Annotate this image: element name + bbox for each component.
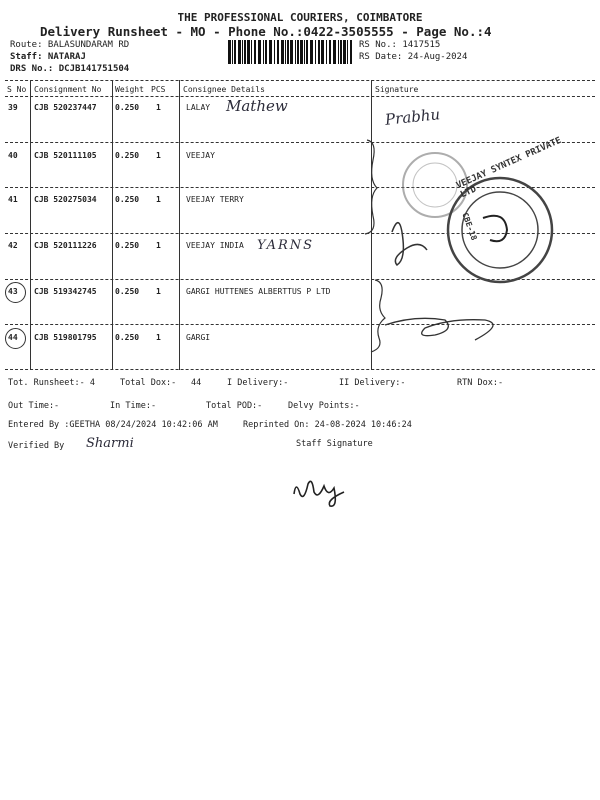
stamp-inner-text: CBE-18 bbox=[460, 211, 479, 242]
row-weight: 0.250 bbox=[115, 333, 140, 342]
barcode-bar bbox=[269, 40, 272, 64]
row-sno: 43 bbox=[8, 287, 18, 296]
col-header-sno: S No bbox=[7, 85, 27, 94]
row-sno: 40 bbox=[8, 151, 18, 160]
col-header-weight: Weight bbox=[115, 85, 144, 94]
row-consignment: CJB 520111226 bbox=[34, 241, 97, 250]
col-divider bbox=[179, 80, 180, 370]
header-bottom-rule bbox=[5, 96, 595, 97]
col-header-consignee: Consignee Details bbox=[183, 85, 265, 94]
barcode-bar bbox=[254, 40, 256, 64]
signature-stamp-area bbox=[355, 130, 600, 370]
barcode-bar bbox=[281, 40, 284, 64]
drs-number: DRS No.: DCJB141751504 bbox=[10, 64, 130, 74]
company-name: THE PROFESSIONAL COURIERS, COIMBATORE bbox=[177, 11, 423, 24]
barcode-bar bbox=[343, 40, 346, 64]
row-pcs: 1 bbox=[156, 333, 161, 342]
row-consignment: CJB 520275034 bbox=[34, 195, 97, 204]
handwritten-note: YARNS bbox=[257, 238, 315, 253]
barcode-bar bbox=[350, 40, 352, 64]
row-consignment: CJB 519801795 bbox=[34, 333, 97, 342]
staff-label: Staff: NATARAJ bbox=[10, 52, 86, 62]
delvy-points: Delvy Points:- bbox=[288, 401, 360, 411]
barcode-bar bbox=[326, 40, 327, 64]
row-consignment: CJB 520237447 bbox=[34, 103, 97, 112]
row-consignee: GARGI HUTTENES ALBERTTUS P LTD bbox=[186, 287, 331, 296]
barcode-bar bbox=[285, 40, 286, 64]
barcode-bar bbox=[295, 40, 296, 64]
out-time: Out Time:- bbox=[8, 401, 60, 411]
barcode-bar bbox=[265, 40, 267, 64]
reprinted-on: Reprinted On: 24-08-2024 10:46:24 bbox=[243, 420, 412, 430]
barcode-bar bbox=[234, 40, 236, 64]
row-consignment: CJB 519342745 bbox=[34, 287, 97, 296]
row-consignee: GARGI bbox=[186, 333, 211, 342]
row-consignee: VEEJAY TERRY bbox=[186, 195, 244, 204]
rtn-dox: RTN Dox:- bbox=[457, 378, 504, 388]
row-sno: 44 bbox=[8, 333, 18, 342]
row-consignment: CJB 520111105 bbox=[34, 151, 97, 160]
barcode-bar bbox=[329, 40, 331, 64]
col-divider bbox=[112, 80, 113, 370]
row-pcs: 1 bbox=[156, 151, 161, 160]
barcode-bar bbox=[304, 40, 305, 64]
staff-signature-label: Staff Signature bbox=[296, 439, 373, 449]
col-divider bbox=[30, 80, 31, 370]
total-runsheet: Tot. Runsheet:- 4 bbox=[8, 378, 95, 388]
barcode-bar bbox=[287, 40, 289, 64]
total-dox-value: 44 bbox=[191, 378, 202, 388]
barcode-bar bbox=[263, 40, 264, 64]
barcode-bar bbox=[338, 40, 339, 64]
staff-signature bbox=[288, 472, 368, 508]
rs-number: RS No.: 1417515 bbox=[359, 40, 441, 50]
verified-by: Verified By bbox=[8, 441, 65, 451]
row-pcs: 1 bbox=[156, 241, 161, 250]
barcode-bar bbox=[238, 40, 241, 64]
total-pod: Total POD:- bbox=[206, 401, 263, 411]
barcode-bar bbox=[274, 40, 275, 64]
barcode-bar bbox=[232, 40, 233, 64]
col-header-pcs: PCS bbox=[151, 85, 166, 94]
row-sno: 39 bbox=[8, 103, 18, 112]
row-pcs: 1 bbox=[156, 195, 161, 204]
row-sno: 41 bbox=[8, 195, 18, 204]
verified-signature: Sharmi bbox=[86, 436, 134, 451]
i-delivery: I Delivery:- bbox=[227, 378, 289, 388]
barcode-bar bbox=[306, 40, 308, 64]
col-header-signature: Signature bbox=[375, 85, 419, 94]
barcode-bar bbox=[347, 40, 348, 64]
stamp-company-text: VEEJAY SYNTEX PRIVATE LTD bbox=[455, 135, 564, 201]
barcode-bar bbox=[321, 40, 324, 64]
row-consignee: VEEJAY INDIA bbox=[186, 241, 244, 250]
row-weight: 0.250 bbox=[115, 103, 140, 112]
barcode-bar bbox=[315, 40, 316, 64]
barcode-bar bbox=[242, 40, 243, 64]
route-label: Route: BALASUNDARAM RD bbox=[10, 40, 130, 50]
row-consignee: VEEJAY bbox=[186, 151, 215, 160]
row-weight: 0.250 bbox=[115, 241, 140, 250]
col-header-consignment: Consignment No bbox=[34, 85, 102, 94]
row-sno: 42 bbox=[8, 241, 18, 250]
row-weight: 0.250 bbox=[115, 151, 140, 160]
barcode-bar bbox=[300, 40, 303, 64]
barcode-bar bbox=[297, 40, 299, 64]
barcode-bar bbox=[277, 40, 279, 64]
rs-date: RS Date: 24-Aug-2024 bbox=[359, 52, 468, 62]
runsheet-title: Delivery Runsheet - MO - Phone No.:0422-3505555 - Page No.:4 bbox=[40, 24, 492, 39]
entered-by: Entered By :GEETHA 08/24/2024 10:42:06 AM bbox=[8, 420, 218, 430]
barcode-bar bbox=[290, 40, 293, 64]
barcode-bar bbox=[251, 40, 252, 64]
signature-row39: Prabhu bbox=[384, 105, 441, 129]
handwritten-name: Mathew bbox=[226, 97, 288, 115]
row-weight: 0.250 bbox=[115, 195, 140, 204]
barcode-bar bbox=[244, 40, 246, 64]
barcode-bar bbox=[310, 40, 313, 64]
barcode-bar bbox=[340, 40, 342, 64]
row-pcs: 1 bbox=[156, 103, 161, 112]
row-consignee: LALAY bbox=[186, 103, 211, 112]
ii-delivery: II Delivery:- bbox=[339, 378, 406, 388]
in-time: In Time:- bbox=[110, 401, 157, 411]
barcode-bar bbox=[228, 40, 231, 64]
barcode-bar bbox=[247, 40, 250, 64]
barcode-bar bbox=[258, 40, 261, 64]
barcode bbox=[228, 40, 354, 66]
table-top-rule bbox=[5, 80, 595, 81]
row-pcs: 1 bbox=[156, 287, 161, 296]
total-dox-label: Total Dox:- bbox=[120, 378, 177, 388]
barcode-bar bbox=[333, 40, 336, 64]
row-weight: 0.250 bbox=[115, 287, 140, 296]
barcode-bar bbox=[318, 40, 320, 64]
